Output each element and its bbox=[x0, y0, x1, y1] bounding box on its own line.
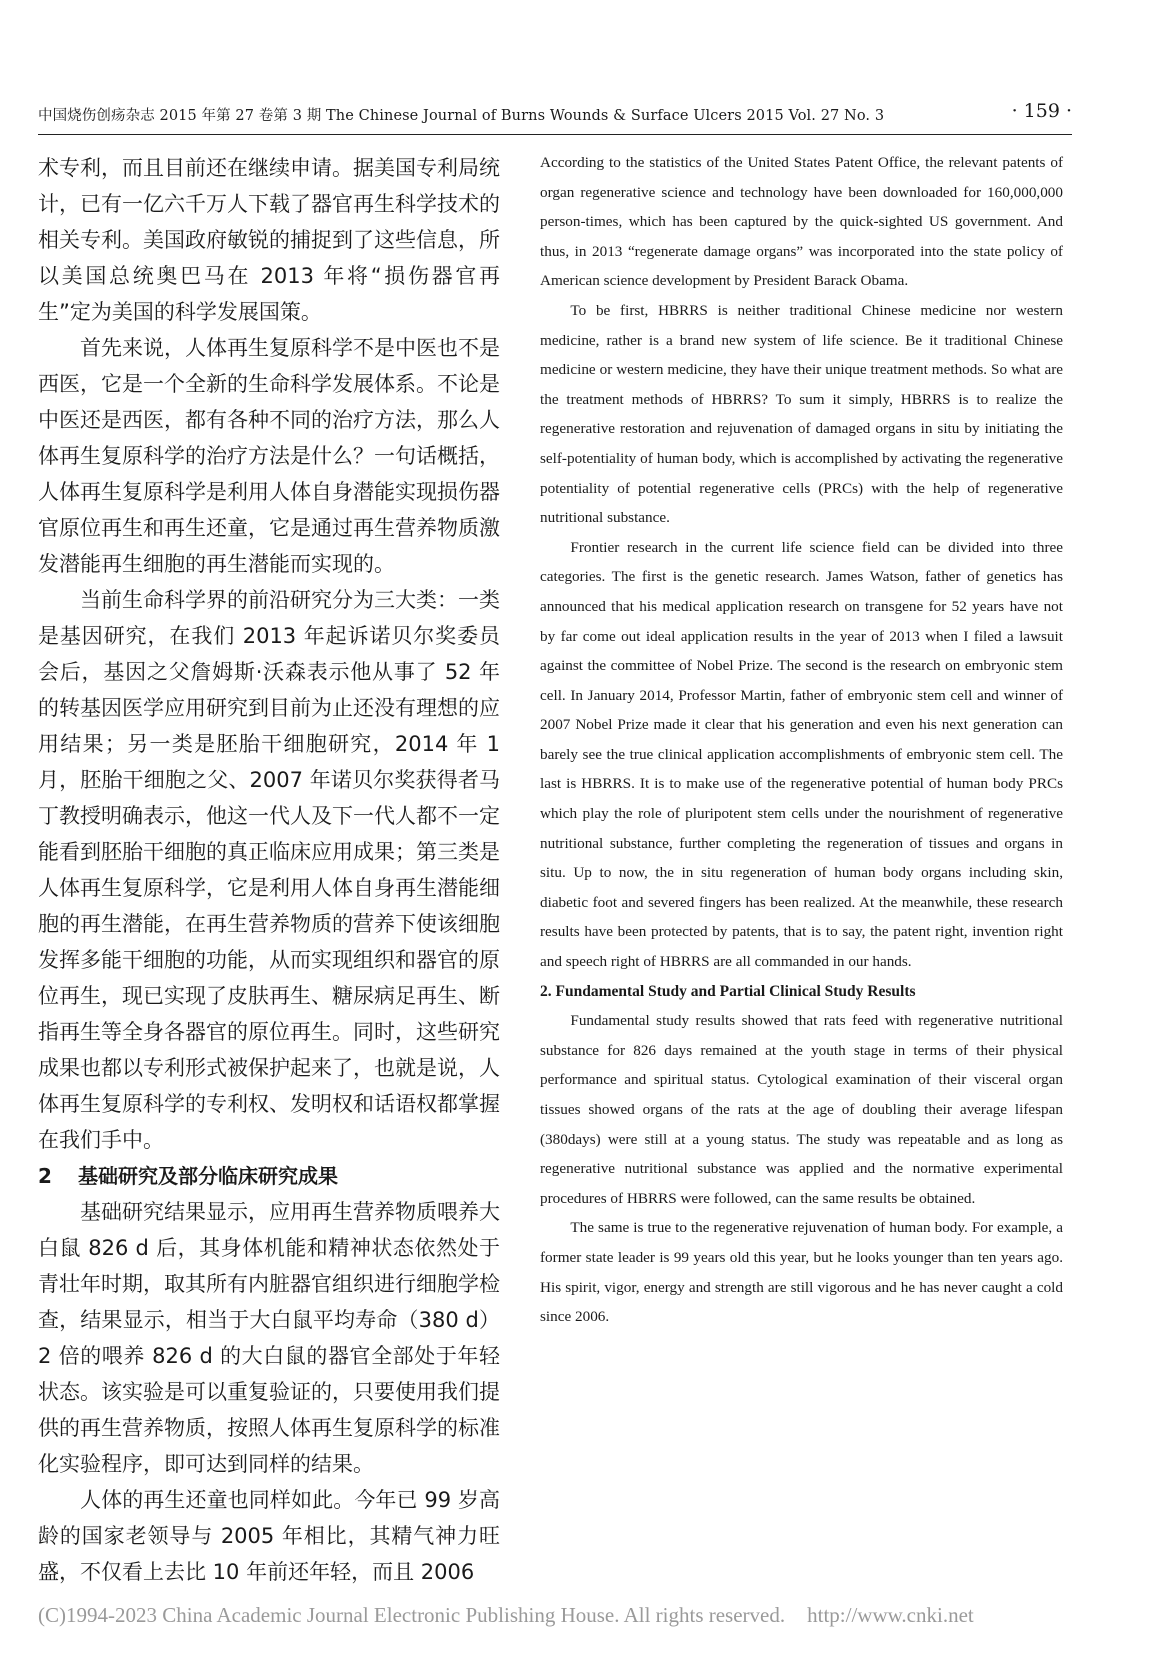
zh-paragraph-1: 术专利，而且目前还在继续申请。据美国专利局统计，已有一亿六千万人下载了器官再生科学技术的相关专利。美国政府敏锐的捕捉到了这些信息，所以美国总统奥巴马在 2013 年将“损伤器官再生”定为美国的科学发展国策。 bbox=[38, 156, 500, 324]
zh-paragraph-4: 基础研究结果显示，应用再生营养物质喂养大白鼠 826 d 后，其身体机能和精神状态依然处于青壮年时期，取其所有内脏器官组织进行细胞学检查，结果显示，相当于大白鼠平均寿命（380 d）2 倍的喂养 826 d 的大白鼠的器官全部处于年轻状态。该实验是可以重复验证的，只要使用我们提供的再生营养物质，按照人体再生复原科学的标准化实验程序，即可达到同样的结果。 bbox=[38, 1200, 500, 1476]
en-paragraph-5: The same is true to the regenerative rejuvenation of human body. For example, a former state leader is 99 years old this year, but he looks younger than ten years ago. His spirit, vigor, energy and strength are still vigorous and he has never caught a cold since 2006. bbox=[540, 1219, 1063, 1326]
en-section-heading: 2. Fundamental Study and Partial Clinical Study Results bbox=[540, 982, 916, 1000]
page-number: · 159 · bbox=[1011, 100, 1072, 122]
chinese-column bbox=[38, 150, 500, 1590]
english-column bbox=[540, 148, 1063, 1332]
copyright-footer bbox=[38, 1603, 1118, 1628]
journal-citation: 中国烧伤创疡杂志 2015 年第 27 卷第 3 期 The Chinese Journal of Burns Wounds & Surface Ulcers 2015 Vol. 27 No. 3 bbox=[38, 108, 885, 124]
en-paragraph-3: Frontier research in the current life science field can be divided into three categories. The first is the genetic research. James Watson, father of genetics has announced that his medical application research on transgene for 52 years have not by far come out ideal application results in the year of 2013 when I filed a lawsuit against the committee of Nobel Prize. The second is the research on embryonic stem cell. In January 2014, Professor Martin, father of embryonic stem cell and winner of 2007 Nobel Prize made it clear that his generation and even his next generation can barely see the true clinical application accomplishments of embryonic stem cell. The last is HBRRS. It is to make use of the regenerative potential of human body PRCs which play the role of pluripotent stem cells under the nourishment of regenerative nutritional substance, further completing the regeneration of tissues and organs in situ. Up to now, the in situ regeneration of human body organs including skin, diabetic foot and severed fingers has been realized. At the meanwhile, these research results have been protected by patents, that is to say, the patent right, invention right and speech right of HBRRS are all commanded in our hands. bbox=[540, 538, 1063, 971]
zh-paragraph-3: 当前生命科学界的前沿研究分为三大类：一类是基因研究，在我们 2013 年起诉诺贝尔奖委员会后，基因之父詹姆斯·沃森表示他从事了 52 年的转基因医学应用研究到目前为止还没有理想的应用结果；另一类是胚胎干细胞研究，2014 年 1 月，胚胎干细胞之父、2007 年诺贝尔奖获得者马丁教授明确表示，他这一代人及下一代人都不一定能看到胚胎干细胞的真正临床应用成果；第三类是人体再生复原科学，它是利用人体自身再生潜能细胞的再生潜能，在再生营养物质的营养下使该细胞发挥多能干细胞的功能，从而实现组织和器官的原位再生，现已实现了皮肤再生、糖尿病足再生、断指再生等全身各器官的原位再生。同时，这些研究成果也都以专利形式被保护起来了，也就是说，人体再生复原科学的专利权、发明权和话语权都掌握在我们手中。 bbox=[38, 588, 500, 1152]
zh-section-title: 基础研究及部分临床研究成果 bbox=[78, 1164, 338, 1188]
en-paragraph-1: According to the statistics of the United States Patent Office, the relevant patents of organ regenerative science and technology have been downloaded for 160,000,000 person-times, which has been captured by the quick-sighted US government. And thus, in 2013 “regenerate damage organs” was incorporated into the state policy of American science development by President Barack Obama. bbox=[540, 154, 1063, 290]
zh-section-number: 2 bbox=[38, 1164, 52, 1188]
zh-paragraph-2: 首先来说，人体再生复原科学不是中医也不是西医，它是一个全新的生命科学发展体系。不论是中医还是西医，都有各种不同的治疗方法，那么人体再生复原科学的治疗方法是什么？一句话概括，人体再生复原科学是利用人体自身潜能实现损伤器官原位再生和再生还童，它是通过再生营养物质激发潜能再生细胞的再生潜能而实现的。 bbox=[38, 336, 500, 576]
copyright-text: (C)1994-2023 China Academic Journal Electronic Publishing House. All rights reserved. bbox=[38, 1603, 786, 1627]
en-paragraph-2: To be first, HBRRS is neither traditional Chinese medicine nor western medicine, rather is a brand new system of life science. Be it traditional Chinese medicine or western medicine, they have their unique treatment methods. So what are the treatment methods of HBRRS? To sum it simply, HBRRS is to realize the regenerative restoration and rejuvenation of damaged organs in situ by initiating the self-potentiality of human body, which is accomplished by activating the regenerative potentiality of potential regenerative cells (PRCs) with the help of regenerative nutritional substance. bbox=[540, 301, 1063, 527]
cnki-url: http://www.cnki.net bbox=[807, 1603, 974, 1627]
running-header bbox=[38, 100, 1072, 135]
zh-section-heading bbox=[38, 1158, 500, 1194]
zh-paragraph-5: 人体的再生还童也同样如此。今年已 99 岁高龄的国家老领导与 2005 年相比，其精气神力旺盛，不仅看上去比 10 年前还年轻，而且 2006 bbox=[38, 1488, 500, 1584]
en-paragraph-4: Fundamental study results showed that rats feed with regenerative nutritional substance for 826 days remained at the youth stage in terms of their physical performance and spiritual status. Cytological examination of their visceral organ tissues showed organs of the rats at the age of doubling their average lifespan (380days) were still at a young status. The study was repeatable and as long as regenerative nutritional substance was applied and the normative experimental procedures of HBRRS were followed, can the same results be obtained. bbox=[540, 1012, 1063, 1207]
